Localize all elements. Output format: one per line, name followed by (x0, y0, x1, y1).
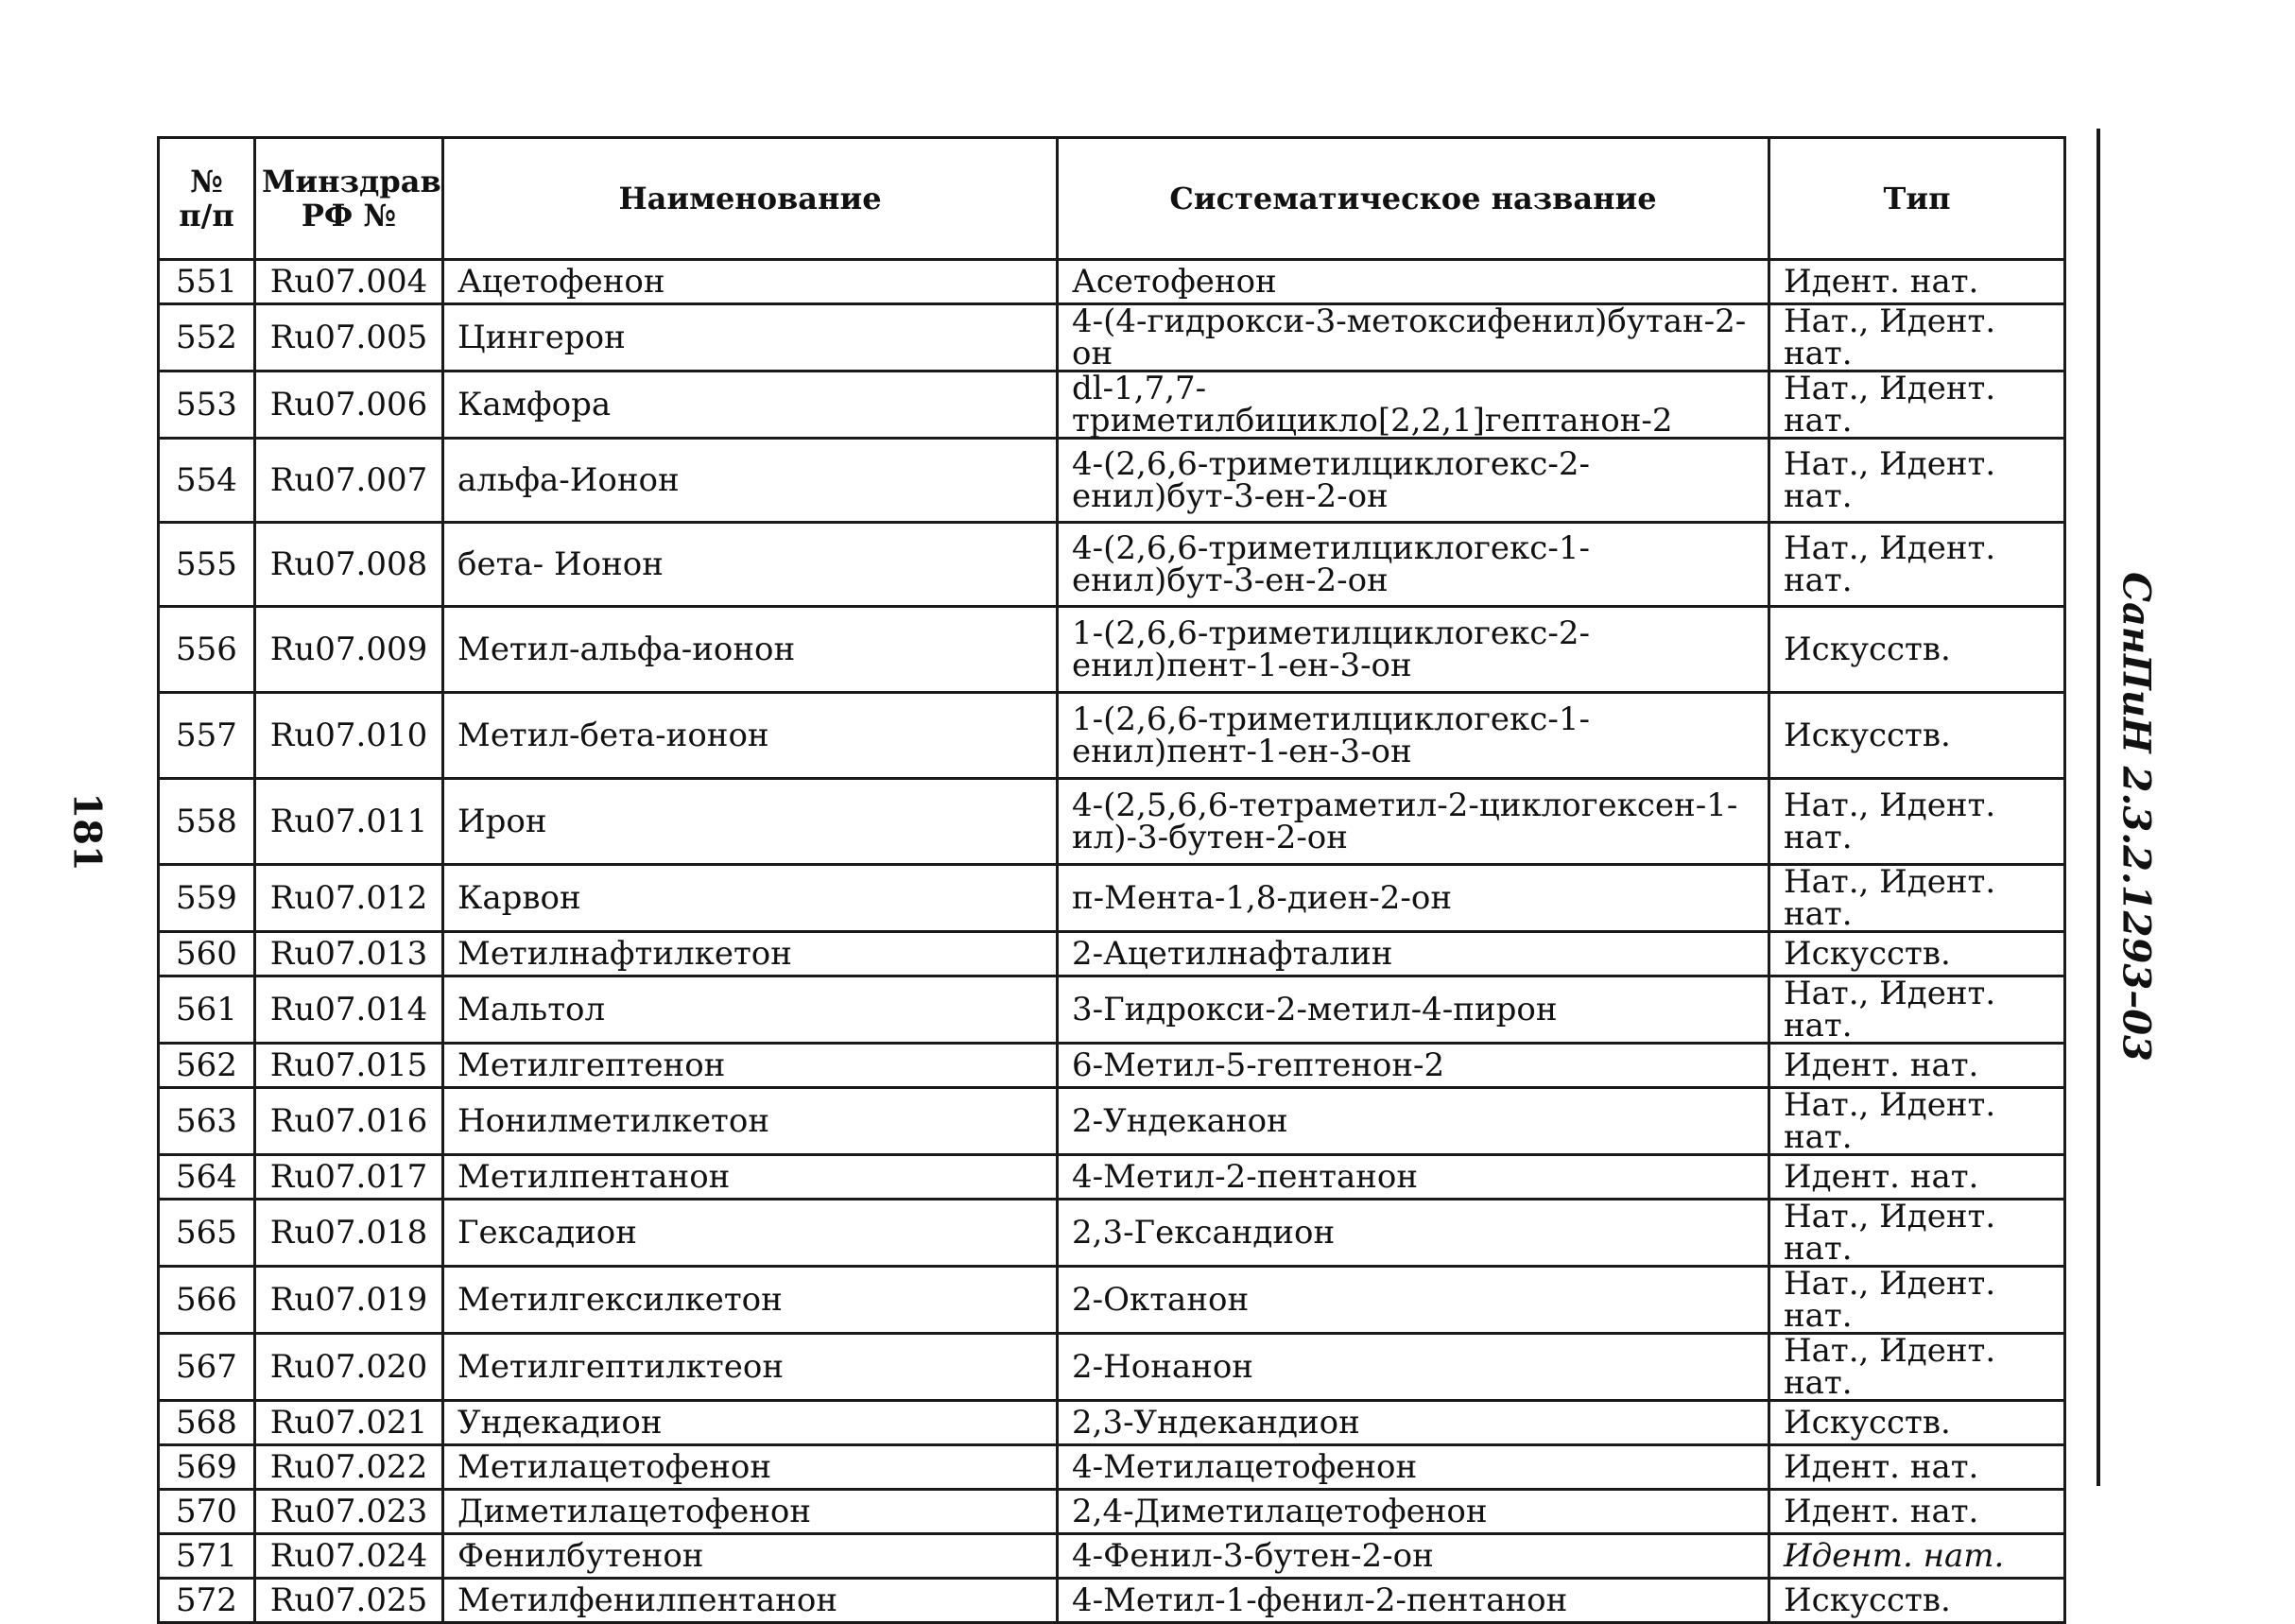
row-number: 554 (159, 439, 255, 523)
row-name: Карвон (443, 865, 1058, 932)
header-number (159, 138, 255, 260)
row-systematic-name: Асетофенон (1058, 260, 1769, 304)
header-number-line1: № (190, 164, 223, 199)
row-number: 565 (159, 1200, 255, 1267)
row-code: Ru07.017 (255, 1155, 443, 1200)
row-name: Метилнафтилкетон (443, 932, 1058, 976)
table-row (159, 439, 2065, 523)
table-row (159, 1534, 2065, 1579)
row-type: Искусств. (1769, 932, 2065, 976)
row-number: 562 (159, 1044, 255, 1088)
row-systematic-name: 3-Гидрокси-2-метил-4-пирон (1058, 976, 1769, 1044)
row-type: Идент. нат. (1769, 1445, 2065, 1490)
row-type: Нат., Идент. нат. (1769, 304, 2065, 371)
row-type: Нат., Идент. нат. (1769, 439, 2065, 523)
flavoring-substances-table (157, 136, 2066, 1624)
row-name: Гексадион (443, 1200, 1058, 1267)
row-number: 558 (159, 779, 255, 865)
table-row (159, 523, 2065, 607)
header-name: Наименование (443, 138, 1058, 260)
header-ministry-code (255, 138, 443, 260)
row-systematic-name: 2,4-Диметилацетофенон (1058, 1490, 1769, 1534)
row-name: Цингерон (443, 304, 1058, 371)
row-number: 551 (159, 260, 255, 304)
table-row (159, 693, 2065, 779)
row-code: Ru07.025 (255, 1579, 443, 1623)
row-number: 561 (159, 976, 255, 1044)
row-name: Фенилбутенон (443, 1534, 1058, 1579)
row-number: 568 (159, 1401, 255, 1445)
row-systematic-name: 2-Октанон (1058, 1267, 1769, 1334)
row-code: Ru07.022 (255, 1445, 443, 1490)
row-type: Искусств. (1769, 607, 2065, 693)
row-type: Искусств. (1769, 693, 2065, 779)
row-systematic-name: 4-Метил-1-фенил-2-пентанон (1058, 1579, 1769, 1623)
row-systematic-name: 2-Ундеканон (1058, 1088, 1769, 1155)
header-number-line2: п/п (179, 198, 234, 233)
page-number: 181 (64, 792, 110, 872)
table-header-row (159, 138, 2065, 260)
row-name: Метилгептенон (443, 1044, 1058, 1088)
row-systematic-name: 4-(4-гидрокси-3-метоксифенил)бутан-2-он (1058, 304, 1769, 371)
row-type: Искусств. (1769, 1401, 2065, 1445)
row-type: Нат., Идент. нат. (1769, 1088, 2065, 1155)
table-row (159, 1044, 2065, 1088)
row-number: 555 (159, 523, 255, 607)
row-name: Метилфенилпентанон (443, 1579, 1058, 1623)
row-code: Ru07.023 (255, 1490, 443, 1534)
header-systematic-name: Систематическое название (1058, 138, 1769, 260)
row-number: 567 (159, 1334, 255, 1401)
row-systematic-name: 1-(2,6,6-триметилциклогекс-2-енил)пент-1-ен-3-он (1058, 607, 1769, 693)
table-row (159, 1445, 2065, 1490)
vertical-rule (2097, 129, 2100, 1486)
row-number: 571 (159, 1534, 255, 1579)
header-code-line1: Минздрав (262, 164, 441, 199)
table-row (159, 1267, 2065, 1334)
table-row (159, 1401, 2065, 1445)
row-number: 569 (159, 1445, 255, 1490)
table-row (159, 371, 2065, 439)
row-name: альфа-Ионон (443, 439, 1058, 523)
row-number: 572 (159, 1579, 255, 1623)
row-number: 559 (159, 865, 255, 932)
document-code-title: СанПиН 2.3.2.1293–03 (2114, 572, 2159, 1062)
row-name: Мальтол (443, 976, 1058, 1044)
row-number: 557 (159, 693, 255, 779)
header-type: Тип (1769, 138, 2065, 260)
row-name: бета- Ионон (443, 523, 1058, 607)
row-name: Метилгептилктеон (443, 1334, 1058, 1401)
row-number: 564 (159, 1155, 255, 1200)
row-number: 553 (159, 371, 255, 439)
row-type: Нат., Идент. нат. (1769, 1334, 2065, 1401)
row-name: Нонилметилкетон (443, 1088, 1058, 1155)
table-row (159, 932, 2065, 976)
row-type: Искусств. (1769, 1579, 2065, 1623)
row-name: Метилгексилкетон (443, 1267, 1058, 1334)
row-code: Ru07.018 (255, 1200, 443, 1267)
row-type: Идент. нат. (1769, 1534, 2065, 1579)
row-type: Идент. нат. (1769, 1155, 2065, 1200)
table-row (159, 1155, 2065, 1200)
row-code: Ru07.006 (255, 371, 443, 439)
row-type: Нат., Идент. нат. (1769, 865, 2065, 932)
table-row (159, 1490, 2065, 1534)
row-type: Нат., Идент. нат. (1769, 779, 2065, 865)
row-systematic-name: 2,3-Ундекандион (1058, 1401, 1769, 1445)
row-code: Ru07.007 (255, 439, 443, 523)
table-row (159, 1200, 2065, 1267)
row-number: 552 (159, 304, 255, 371)
row-code: Ru07.005 (255, 304, 443, 371)
row-code: Ru07.019 (255, 1267, 443, 1334)
row-code: Ru07.024 (255, 1534, 443, 1579)
row-type: Нат., Идент. нат. (1769, 1267, 2065, 1334)
header-code-line2: РФ № (301, 198, 397, 233)
row-name: Диметилацетофенон (443, 1490, 1058, 1534)
row-code: Ru07.013 (255, 932, 443, 976)
row-systematic-name: 4-(2,6,6-триметилциклогекс-1-енил)бут-3-ен-2-он (1058, 523, 1769, 607)
row-systematic-name: 4-Метилацетофенон (1058, 1445, 1769, 1490)
table-row (159, 1334, 2065, 1401)
row-code: Ru07.004 (255, 260, 443, 304)
table-row (159, 260, 2065, 304)
row-systematic-name: 6-Метил-5-гептенон-2 (1058, 1044, 1769, 1088)
table-row (159, 976, 2065, 1044)
row-systematic-name: 2,3-Гександион (1058, 1200, 1769, 1267)
row-systematic-name: 4-Метил-2-пентанон (1058, 1155, 1769, 1200)
row-type: Нат., Идент. нат. (1769, 523, 2065, 607)
row-code: Ru07.012 (255, 865, 443, 932)
table-row (159, 304, 2065, 371)
row-code: Ru07.009 (255, 607, 443, 693)
row-type: Нат., Идент. нат. (1769, 371, 2065, 439)
row-name: Ундекадион (443, 1401, 1058, 1445)
row-systematic-name: dl-1,7,7-триметилбицикло[2,2,1]гептанон-2 (1058, 371, 1769, 439)
row-name: Метил-бета-ионон (443, 693, 1058, 779)
row-code: Ru07.020 (255, 1334, 443, 1401)
row-type: Идент. нат. (1769, 1490, 2065, 1534)
row-name: Метилацетофенон (443, 1445, 1058, 1490)
row-type: Идент. нат. (1769, 260, 2065, 304)
row-number: 556 (159, 607, 255, 693)
row-code: Ru07.010 (255, 693, 443, 779)
row-systematic-name: 4-Фенил-3-бутен-2-он (1058, 1534, 1769, 1579)
row-number: 570 (159, 1490, 255, 1534)
row-systematic-name: п-Мента-1,8-диен-2-он (1058, 865, 1769, 932)
row-code: Ru07.015 (255, 1044, 443, 1088)
row-type: Нат., Идент. нат. (1769, 976, 2065, 1044)
table-row (159, 1579, 2065, 1623)
row-number: 566 (159, 1267, 255, 1334)
row-name: Ацетофенон (443, 260, 1058, 304)
table-row (159, 1088, 2065, 1155)
row-systematic-name: 1-(2,6,6-триметилциклогекс-1-енил)пент-1-ен-3-он (1058, 693, 1769, 779)
row-code: Ru07.011 (255, 779, 443, 865)
table-row (159, 865, 2065, 932)
row-systematic-name: 4-(2,6,6-триметилциклогекс-2-енил)бут-3-ен-2-он (1058, 439, 1769, 523)
row-number: 563 (159, 1088, 255, 1155)
row-systematic-name: 2-Ацетилнафталин (1058, 932, 1769, 976)
row-number: 560 (159, 932, 255, 976)
row-code: Ru07.014 (255, 976, 443, 1044)
row-systematic-name: 4-(2,5,6,6-тетраметил-2-циклогексен-1-ил)-3-бутен-2-он (1058, 779, 1769, 865)
row-code: Ru07.021 (255, 1401, 443, 1445)
row-systematic-name: 2-Нонанон (1058, 1334, 1769, 1401)
row-code: Ru07.016 (255, 1088, 443, 1155)
row-name: Камфора (443, 371, 1058, 439)
row-name: Ирон (443, 779, 1058, 865)
row-type: Идент. нат. (1769, 1044, 2065, 1088)
row-name: Метилпентанон (443, 1155, 1058, 1200)
row-type: Нат., Идент. нат. (1769, 1200, 2065, 1267)
row-code: Ru07.008 (255, 523, 443, 607)
table-row (159, 607, 2065, 693)
table-row (159, 779, 2065, 865)
row-name: Метил-альфа-ионон (443, 607, 1058, 693)
